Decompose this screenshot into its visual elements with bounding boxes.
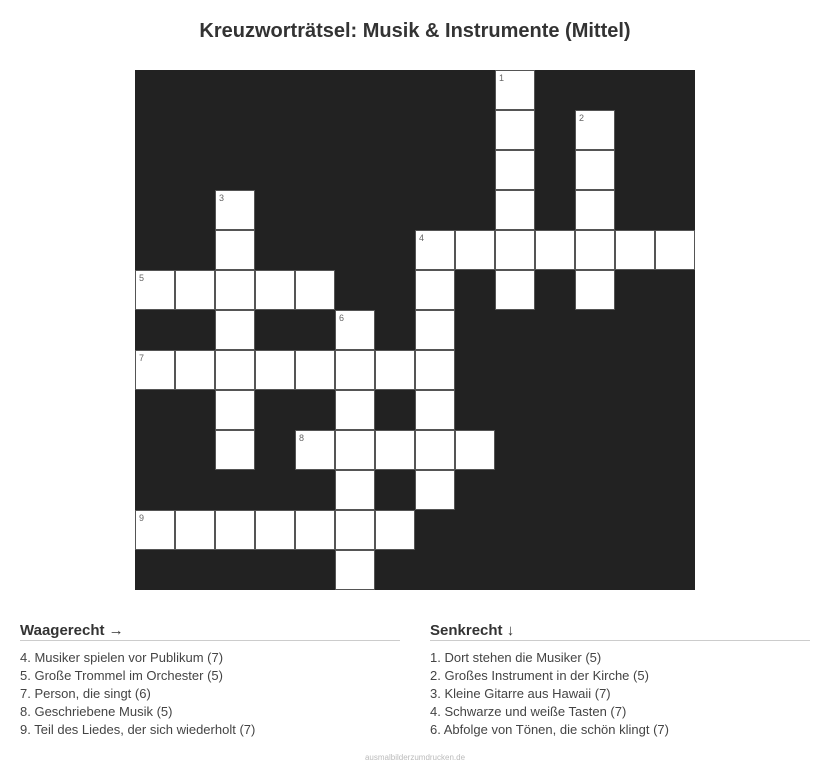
grid-cell[interactable] [415, 430, 455, 470]
grid-cell[interactable] [295, 270, 335, 310]
grid-cell[interactable] [335, 350, 375, 390]
grid-cell[interactable] [335, 310, 375, 350]
down-clue: 4. Schwarze und weiße Tasten (7) [430, 704, 627, 719]
grid-cell[interactable] [215, 230, 255, 270]
down-clue: 3. Kleine Gitarre aus Hawaii (7) [430, 686, 611, 701]
clue-number: 8 [299, 433, 305, 443]
grid-cell[interactable] [255, 510, 295, 550]
grid-cell[interactable] [135, 510, 175, 550]
grid-cell[interactable] [215, 310, 255, 350]
grid-cell[interactable] [335, 510, 375, 550]
across-clue: 7. Person, die singt (6) [20, 686, 151, 701]
grid-cell[interactable] [215, 430, 255, 470]
grid-cell[interactable] [175, 270, 215, 310]
across-heading: Waagerecht → [20, 622, 400, 641]
grid-cell[interactable] [335, 430, 375, 470]
grid-cell[interactable] [215, 390, 255, 430]
across-clue-list [20, 649, 400, 739]
grid-cell[interactable] [255, 350, 295, 390]
grid-cell[interactable] [215, 510, 255, 550]
clue-number: 7 [139, 353, 145, 363]
crossword-grid [135, 70, 695, 590]
clue-number: 9 [139, 513, 145, 523]
grid-cell[interactable] [175, 350, 215, 390]
clue-number: 3 [219, 193, 225, 203]
clue-number: 1 [499, 73, 505, 83]
grid-cell[interactable] [415, 310, 455, 350]
grid-cell[interactable] [415, 230, 455, 270]
puzzle-title: Kreuzworträtsel: Musik & Instrumente (Mittel) [199, 20, 631, 42]
grid-cell[interactable] [495, 150, 535, 190]
grid-cell[interactable] [295, 430, 335, 470]
across-clue: 9. Teil des Liedes, der sich wiederholt (7) [20, 722, 256, 737]
across-clue: 8. Geschriebene Musik (5) [20, 704, 173, 719]
down-clues-section [430, 622, 810, 739]
across-clue: 5. Große Trommel im Orchester (5) [20, 668, 223, 683]
down-clue: 6. Abfolge von Tönen, die schön klingt (7) [430, 722, 669, 737]
grid-cell[interactable] [495, 190, 535, 230]
down-heading: Senkrecht ↓ [430, 622, 810, 641]
grid-cell[interactable] [135, 350, 175, 390]
grid-cell[interactable] [535, 230, 575, 270]
grid-cell[interactable] [215, 270, 255, 310]
grid-cell[interactable] [335, 470, 375, 510]
grid-cell[interactable] [575, 110, 615, 150]
grid-cell[interactable] [215, 190, 255, 230]
grid-cell[interactable] [495, 230, 535, 270]
grid-cell[interactable] [575, 230, 615, 270]
grid-cell[interactable] [175, 510, 215, 550]
grid-cell[interactable] [495, 110, 535, 150]
grid-cell[interactable] [375, 350, 415, 390]
grid-cell[interactable] [375, 430, 415, 470]
grid-cell[interactable] [655, 230, 695, 270]
grid-cell[interactable] [415, 470, 455, 510]
across-clue: 4. Musiker spielen vor Publikum (7) [20, 650, 224, 665]
down-clue: 2. Großes Instrument in der Kirche (5) [430, 668, 649, 683]
clue-number: 5 [139, 273, 145, 283]
grid-cell[interactable] [415, 270, 455, 310]
clue-number: 2 [579, 113, 585, 123]
grid-cell[interactable] [135, 270, 175, 310]
grid-cell[interactable] [215, 350, 255, 390]
grid-cell[interactable] [495, 70, 535, 110]
grid-cell[interactable] [495, 270, 535, 310]
grid-cell[interactable] [415, 350, 455, 390]
grid-cell[interactable] [255, 270, 295, 310]
grid-cell[interactable] [335, 390, 375, 430]
footer-credit: ausmalbilderzumdrucken.de [364, 753, 466, 762]
grid-cell[interactable] [375, 510, 415, 550]
grid-cell[interactable] [615, 230, 655, 270]
grid-cell[interactable] [455, 430, 495, 470]
clue-number: 4 [419, 233, 425, 243]
grid-cell[interactable] [575, 190, 615, 230]
grid-cell[interactable] [295, 510, 335, 550]
down-clue-list [430, 649, 810, 739]
across-clues-section [20, 622, 400, 739]
grid-cell[interactable] [575, 270, 615, 310]
grid-cell[interactable] [575, 150, 615, 190]
clue-number: 6 [339, 313, 345, 323]
grid-cell[interactable] [415, 390, 455, 430]
grid-cell[interactable] [295, 350, 335, 390]
grid-cell[interactable] [455, 230, 495, 270]
down-clue: 1. Dort stehen die Musiker (5) [430, 650, 602, 665]
grid-cell[interactable] [335, 550, 375, 590]
